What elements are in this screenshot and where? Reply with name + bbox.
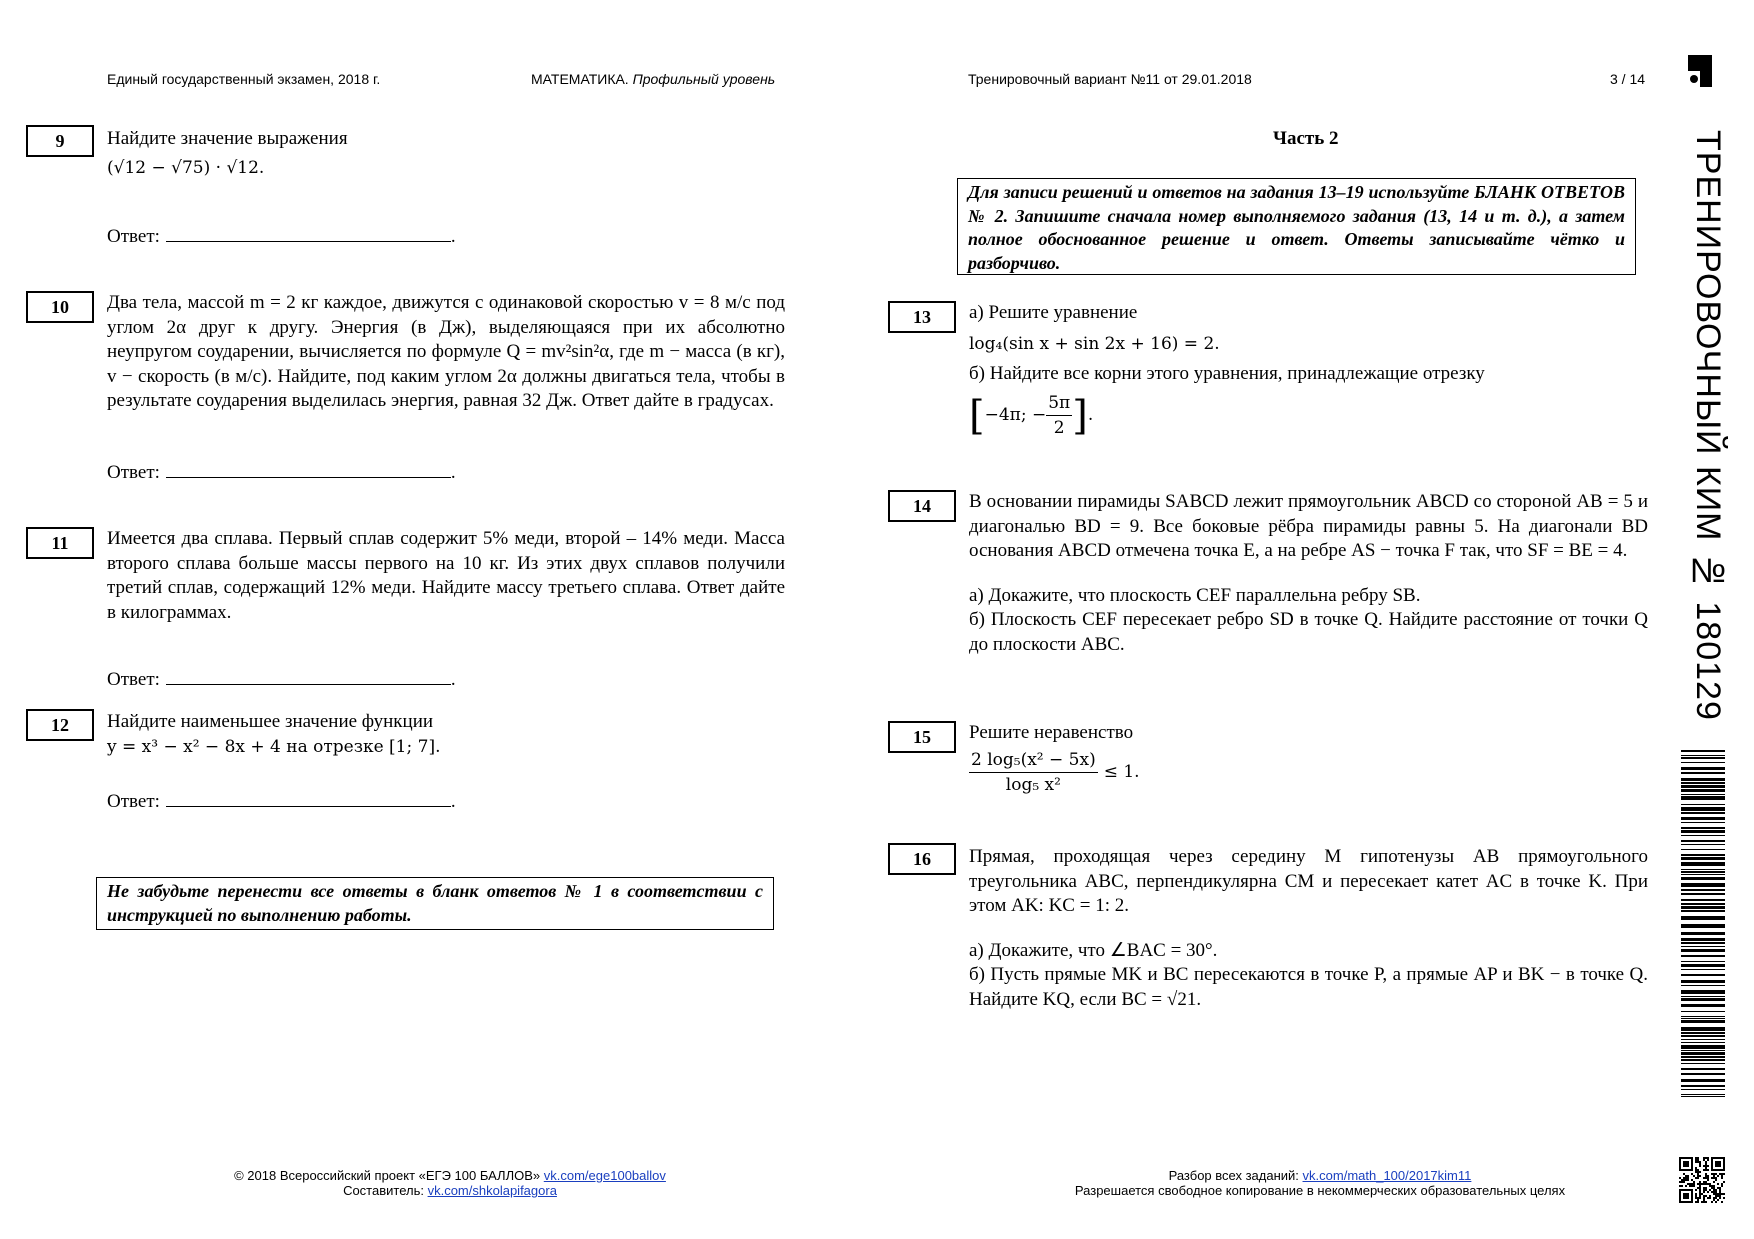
task-10-text: Два тела, массой m = 2 кг каждое, движутся с одинаковой скоростью v = 8 м/с под углом 2α друг к другу. Энергия (в Дж), выделяющаяся при их абсолютно неупругом соударении, вычисляется по формуле Q = mv²sin²α, где m − масса (в кг), v − скорость (в м/с). Найдите, под каким углом 2α должны двигаться тела, чтобы в результате соударения выделилась энергия, равная 32 Дж. Ответ дайте в градусах. (107, 292, 785, 411)
task-12 (107, 710, 787, 759)
footer-solutions-label: Разбор всех заданий: (1168, 1168, 1299, 1183)
answer-line-11[interactable]: Ответ: . (107, 669, 456, 690)
inequality-relation: ≤ 1. (1103, 762, 1140, 783)
answer-line-12[interactable]: Ответ: . (107, 791, 456, 812)
task-9-expression: (√12 − √75) · √12. (107, 157, 265, 178)
fraction-numerator: 5π (1046, 391, 1072, 417)
task-number-15: 15 (888, 721, 956, 753)
footer-author-label: Составитель: (343, 1183, 424, 1198)
task-number-13: 13 (888, 301, 956, 333)
task-13-part-b: б) Найдите все корни этого уравнения, принадлежащие отрезку (969, 363, 1485, 384)
answer-line-10[interactable]: Ответ: . (107, 462, 456, 483)
task-number-16: 16 (888, 843, 956, 875)
task-14 (969, 490, 1648, 657)
task-12-expression: y = x³ − x² − 8x + 4 на отрезке [1; 7]. (107, 736, 441, 757)
task-13-segment: [ −4π; − $\frac{5\pi}{2}$ ] . (969, 392, 1094, 439)
task-11-text: Имеется два сплава. Первый сплав содержит 5% меди, второй – 14% меди. Масса второго сплава больше массы первого на 10 кг. Из этих двух сплавов получили третий сплав, содержащий 12% меди. Найдите массу третьего сплава. Ответ дайте в килограммах. (107, 528, 785, 623)
inequality-fraction (969, 748, 1098, 798)
header-level: Профильный уровень (632, 71, 776, 87)
fraction-numerator: 2 log₅(x² − 5x) (969, 748, 1098, 774)
task-13 (969, 301, 1649, 441)
answer-label: Ответ: (107, 791, 160, 812)
answer-label: Ответ: (107, 226, 160, 247)
task-15-text: Решите неравенство (969, 722, 1134, 743)
answer-line-9[interactable]: Ответ: . (107, 226, 456, 247)
task-number-12: 12 (26, 709, 94, 741)
task-13-part-a: а) Решите уравнение (969, 302, 1138, 323)
footer-link-author[interactable]: vk.com/shkolapifagora (427, 1183, 557, 1198)
page-number: 3 / 14 (1610, 71, 1646, 87)
task-13-equation: log₄(sin x + sin 2x + 16) = 2. (969, 333, 1220, 354)
side-title: ТРЕНИРОВОЧНЫЙ КИМ № 180129 (1689, 130, 1727, 721)
task-number-10: 10 (26, 291, 94, 323)
task-number-9: 9 (26, 125, 94, 157)
segment-left: −4π; − (984, 405, 1047, 426)
task-14-part-b: б) Плоскость CEF пересекает ребро SD в точке Q. Найдите расстояние от точки Q до плоскости ABC. (969, 609, 1648, 655)
segment-end: . (1087, 405, 1094, 426)
footer-link-project[interactable]: vk.com/ege100ballov (543, 1168, 666, 1183)
task-9-text: Найдите значение выражения (107, 128, 348, 149)
task-number-11: 11 (26, 527, 94, 559)
header-left: Единый государственный экзамен, 2018 г. (107, 71, 381, 87)
footer-license: Разрешается свободное копирование в некоммерческих образовательных целях (1074, 1183, 1566, 1198)
header-subject: МАТЕМАТИКА. (531, 71, 629, 87)
answer-label: Ответ: (107, 669, 160, 690)
task-16-text: Прямая, проходящая через середину M гипотенузы AB прямоугольного треугольника ABC, перпендикулярна CM и пересекает катет AC в точке K. При этом AK: KC = 1: 2. (969, 846, 1648, 916)
task-14-text: В основании пирамиды SABCD лежит прямоугольник ABCD со стороной AB = 5 и диагональю BD = 9. Все боковые рёбра пирамиды равны 5. На диагонали BD основания ABCD отмечена точка E, а на ребре AS − точка F так, что SF = BE = 4. (969, 491, 1648, 561)
task-16-part-b: б) Пусть прямые MK и BC пересекаются в точке P, а прямые AP и BK − в точке Q. Найдите KQ, если BC = √21. (969, 964, 1648, 1010)
task-16 (969, 845, 1648, 1012)
barcode-icon (1681, 750, 1725, 1100)
answer-label: Ответ: (107, 462, 160, 483)
instruction-box: Для записи решений и ответов на задания 13–19 используйте БЛАНК ОТВЕТОВ № 2. Запишите сначала номер выполняемого задания (13, 14 и т. д.), а затем полное обоснованное решение и ответ. Ответы записывайте чётко и разборчиво. (957, 178, 1636, 275)
task-15-inequality (969, 748, 1649, 798)
task-9 (107, 127, 787, 180)
part-title: Часть 2 (1273, 128, 1339, 149)
footer-link-solutions[interactable]: vk.com/math_100/2017kim11 (1302, 1168, 1472, 1183)
task-16-part-a: а) Докажите, что ∠BAC = 30°. (969, 939, 1218, 961)
header-center (531, 71, 775, 87)
task-14-part-a: а) Докажите, что плоскость CEF параллельна ребру SB. (969, 584, 1421, 606)
task-12-text: Найдите наименьшее значение функции (107, 711, 434, 732)
fraction-denominator: 2 (1053, 418, 1065, 438)
footer-right (1000, 1168, 1640, 1198)
task-number-14: 14 (888, 490, 956, 522)
segment-fraction (1046, 391, 1072, 441)
fraction-denominator: log₅ x² (1005, 775, 1061, 795)
corner-marker-icon (1688, 55, 1712, 87)
qr-code-icon (1679, 1157, 1725, 1203)
header-right: Тренировочный вариант №11 от 29.01.2018 (968, 71, 1252, 87)
footer-left (150, 1168, 750, 1198)
task-15 (969, 721, 1649, 798)
footer-copyright: © 2018 Всероссийский проект «ЕГЭ 100 БАЛЛОВ» (234, 1168, 541, 1183)
reminder-box: Не забудьте перенести все ответы в бланк ответов № 1 в соответствии с инструкцией по выполнению работы. (96, 877, 774, 930)
